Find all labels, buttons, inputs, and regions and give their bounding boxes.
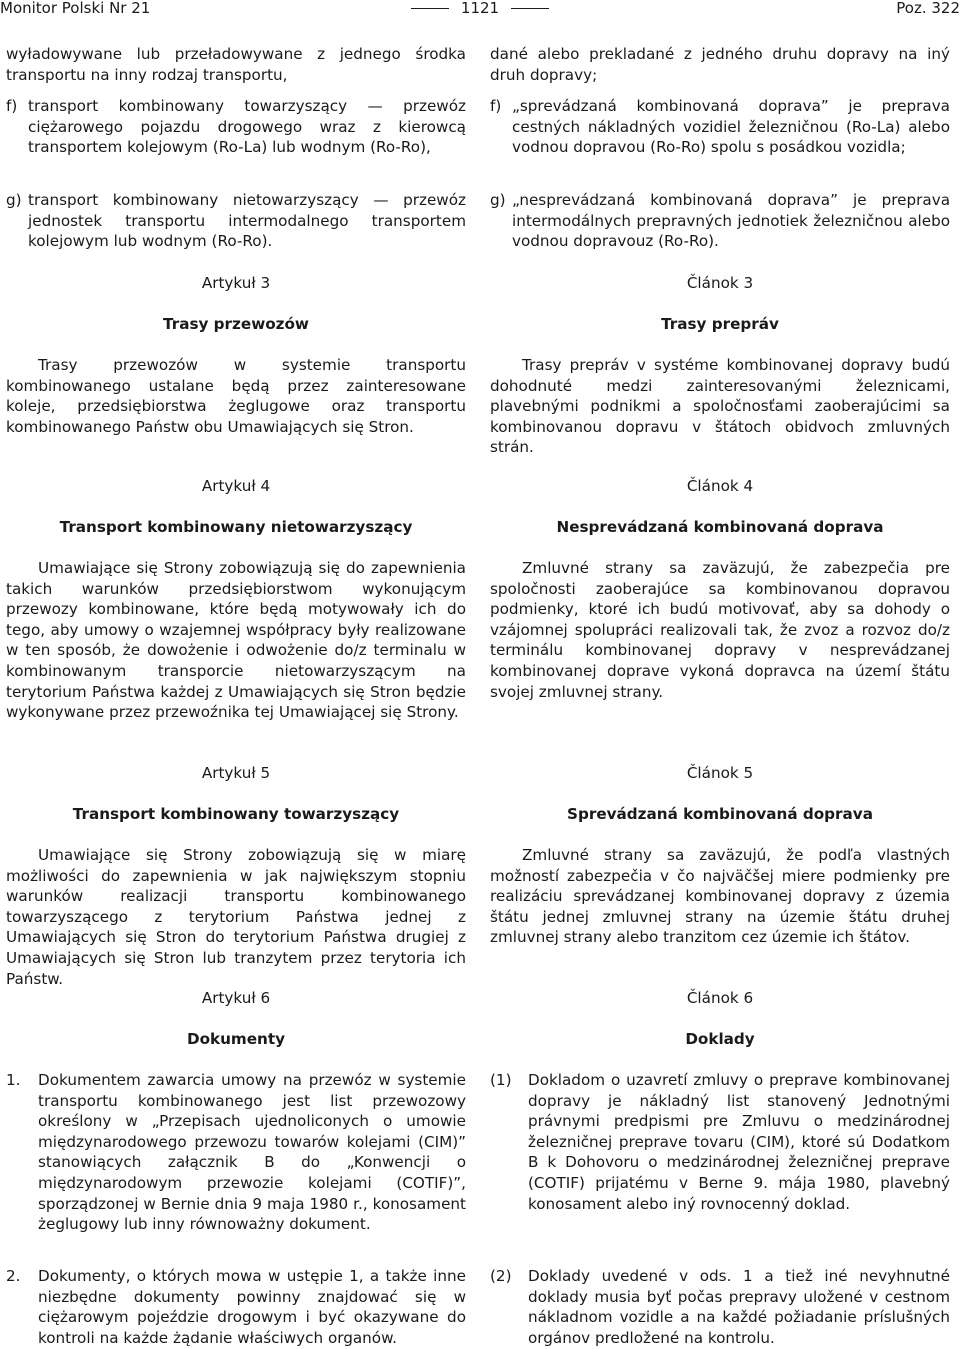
pl-art6-item-1-text: Dokumentem zawarcia umowy na przewóz w systemie transportu kombinowanego jest list przewozowy określony w „Przepisach ujednoliconych o umowie międzynarodowego przewozu towarów kolejami (CIM)” stanowiących załącznik B do „Konwencji o międzynarodowym przewozie kolejami (COTIF)”, sporządzonej w Bernie dnia 9 maja 1980 r., konosament żeglugowy lub inny równoważny dokument. [38, 1071, 466, 1234]
sk-art3-text: Trasy prepráv v systéme kombinovanej dopravy budú dohodnuté medzi zainteresovanými železnicami, plavebnými podnikmi a spoločnosťami zaoberajúcimi sa kombinovanou dopravu v štátoch obidvoch zmluvných strán. [490, 356, 950, 457]
sk-art6-title: Doklady [685, 1030, 755, 1048]
sk-art3-body [490, 355, 950, 458]
pl-intro-text: wyładowywane lub przeładowywane z jednego środka transportu na inny rodzaj transportu, [6, 45, 466, 84]
position-number: Poz. 322 [896, 0, 960, 17]
pl-art6-item-1-label: 1. [6, 1071, 21, 1089]
dash-left [411, 8, 449, 9]
sk-art6-item-1 [490, 1070, 950, 1214]
pl-art6-heading: Artykuł 6 [201, 989, 271, 1007]
pl-art4-heading: Artykuł 4 [201, 477, 271, 495]
sk-art5-heading: Článok 5 [686, 764, 754, 782]
sk-art6-item-1-text: Dokladom o uzavretí zmluvy o preprave kombinovanej dopravy je nákladný list stanovený Jednotnými právnymi predpismi pre Zmluvu o medzinárodnej železničnej preprave tovaru (CIM), ktoré sú Dodatkom B k Dohovoru o medzinárodnej železničnej preprave (COTIF) prijatému v Berne 9. mája 1980, plavebný konosament alebo iný rovnocenný doklad. [528, 1071, 950, 1213]
pl-art6-item-2-text: Dokumenty, o których mowa w ustępie 1, a także inne niezbędne dokumenty powinny znajdować się w ciężarowym pojeździe drogowym i być okazywane do kontroli na każde żądanie właściwych organów. [38, 1267, 466, 1347]
sk-intro-text: dané alebo prekladané z jedného druhu dopravy na iný druh dopravy; [490, 45, 950, 84]
pl-art6-item-2 [6, 1266, 466, 1348]
sk-art6-heading: Článok 6 [686, 989, 754, 1007]
sk-intro [490, 44, 950, 85]
pl-intro [6, 44, 466, 85]
sk-art4-text: Zmluvné strany sa zaväzujú, že zabezpečia pre spoločnosti zaoberajúce sa kombinovanou dopravou podmienky, ktoré ich budú motivovať, aby sa dohody o vzájomnej spolupráci realizovali tak, že zvoz a rozvoz do/z terminálu kombinovanej dopravy v nesprevádzanej kombinovanej doprave vykoná dopravca na území štátu svojej zmluvnej strany. [490, 559, 950, 701]
sk-art6-item-2 [490, 1266, 950, 1348]
pl-art5-text: Umawiające się Strony zobowiązują się w miarę możliwości do zapewnienia w jak największym stopniu warunków realizacji transportu kombinowanego towarzyszącego z terytorium Państwa jednej z Umawiających się Stron do terytorium Państwa drugiej z Umawiających się Stron lub tranzytem przez terytoria ich Państw. [6, 846, 466, 988]
pl-art6-title: Dokumenty [186, 1030, 286, 1048]
page-header [0, 0, 960, 20]
sk-art5-body [490, 845, 950, 948]
pl-art3-text: Trasy przewozów w systemie transportu kombinowanego ustalane będą przez zainteresowane koleje, przedsiębiorstwa żeglugowe oraz transportu kombinowanego Państw obu Umawiających się Stron. [6, 356, 466, 436]
pl-item-f-text: transport kombinowany towarzyszący — przewóz ciężarowego pojazdu drogowego wraz z kierowcą transportem kolejowym (Ro-La) lub wodnym (Ro-Ro), [28, 97, 466, 157]
sk-art4-body [490, 558, 950, 702]
journal-title: Monitor Polski Nr 21 [0, 0, 151, 17]
sk-art3-heading: Článok 3 [686, 274, 754, 292]
pl-art6-item-2-label: 2. [6, 1267, 21, 1285]
sk-art5-title: Sprevádzaná kombinovaná doprava [567, 805, 873, 823]
sk-art6-item-2-text: Doklady uvedené v ods. 1 a tiež iné nevyhnutné doklady musia byť počas prepravy uložené v cestnom nákladnom vozidle a na každé požiadanie príslušných orgánov predložené na kontrolu. [528, 1267, 950, 1347]
sk-item-f-text: „sprevádzaná kombinovaná doprava” je preprava cestných nákladných vozidiel železničnou (Ro-La) alebo vodnou dopravou (Ro-Ro) spolu s posádkou vozidla; [512, 97, 950, 157]
sk-item-g [490, 190, 950, 252]
sk-item-g-text: „nesprevádzaná kombinovaná doprava” je preprava intermodálnych prepravných jednotiek železničnou alebo vodnou dopravouz (Ro-Ro). [512, 191, 950, 251]
sk-art6-item-1-label: (1) [490, 1071, 512, 1089]
pl-item-f-label: f) [6, 97, 18, 115]
pl-art3-title: Trasy przewozów [163, 315, 309, 333]
pl-item-g-label: g) [6, 191, 22, 209]
pl-art4-body [6, 558, 466, 723]
page-number-line [0, 0, 960, 16]
pl-item-f [6, 96, 466, 158]
sk-item-f-label: f) [490, 97, 502, 115]
pl-art4-title: Transport kombinowany nietowarzyszący [59, 518, 413, 536]
sk-art4-heading: Článok 4 [686, 477, 754, 495]
sk-item-f [490, 96, 950, 158]
sk-item-g-label: g) [490, 191, 506, 209]
pl-item-g [6, 190, 466, 252]
page-number: 1121 [460, 0, 500, 17]
pl-art6-item-1 [6, 1070, 466, 1235]
dash-right [511, 8, 549, 9]
pl-art5-title: Transport kombinowany towarzyszący [72, 805, 400, 823]
sk-art4-title: Nesprevádzaná kombinovaná doprava [556, 518, 884, 536]
pl-art3-body [6, 355, 466, 437]
pl-art5-heading: Artykuł 5 [201, 764, 271, 782]
pl-art4-text: Umawiające się Strony zobowiązują się do zapewnienia takich warunków przedsiębiorstwom wykonującym przewozy kombinowane, które będą motywowały ich do tego, aby umowy o wzajemnej współpracy były realizowane w ten sposób, że dowożenie i odwożenie do/z terminalu w kombinowanym transporcie nietowarzyszącym na terytorium Państwa każdej z Umawiających się Stron będzie wykonywane przez przewoźnika tej Umawiającej się Strony. [6, 559, 466, 722]
sk-art5-text: Zmluvné strany sa zaväzujú, že podľa vlastných možností zabezpečia v čo najväčšej miere podmienky pre realizáciu sprevádzanej kombinovanej dopravy z územia štátu jednej zmluvnej strany na územie štátu druhej zmluvnej strany alebo tranzitom cez územie ich štátov. [490, 846, 950, 947]
sk-art3-title: Trasy prepráv [661, 315, 779, 333]
pl-art5-body [6, 845, 466, 989]
pl-art3-heading: Artykuł 3 [201, 274, 271, 292]
pl-item-g-text: transport kombinowany nietowarzyszący — przewóz jednostek transportu intermodalnego transportem kolejowym lub wodnym (Ro-Ro). [28, 191, 466, 251]
sk-art6-item-2-label: (2) [490, 1267, 512, 1285]
